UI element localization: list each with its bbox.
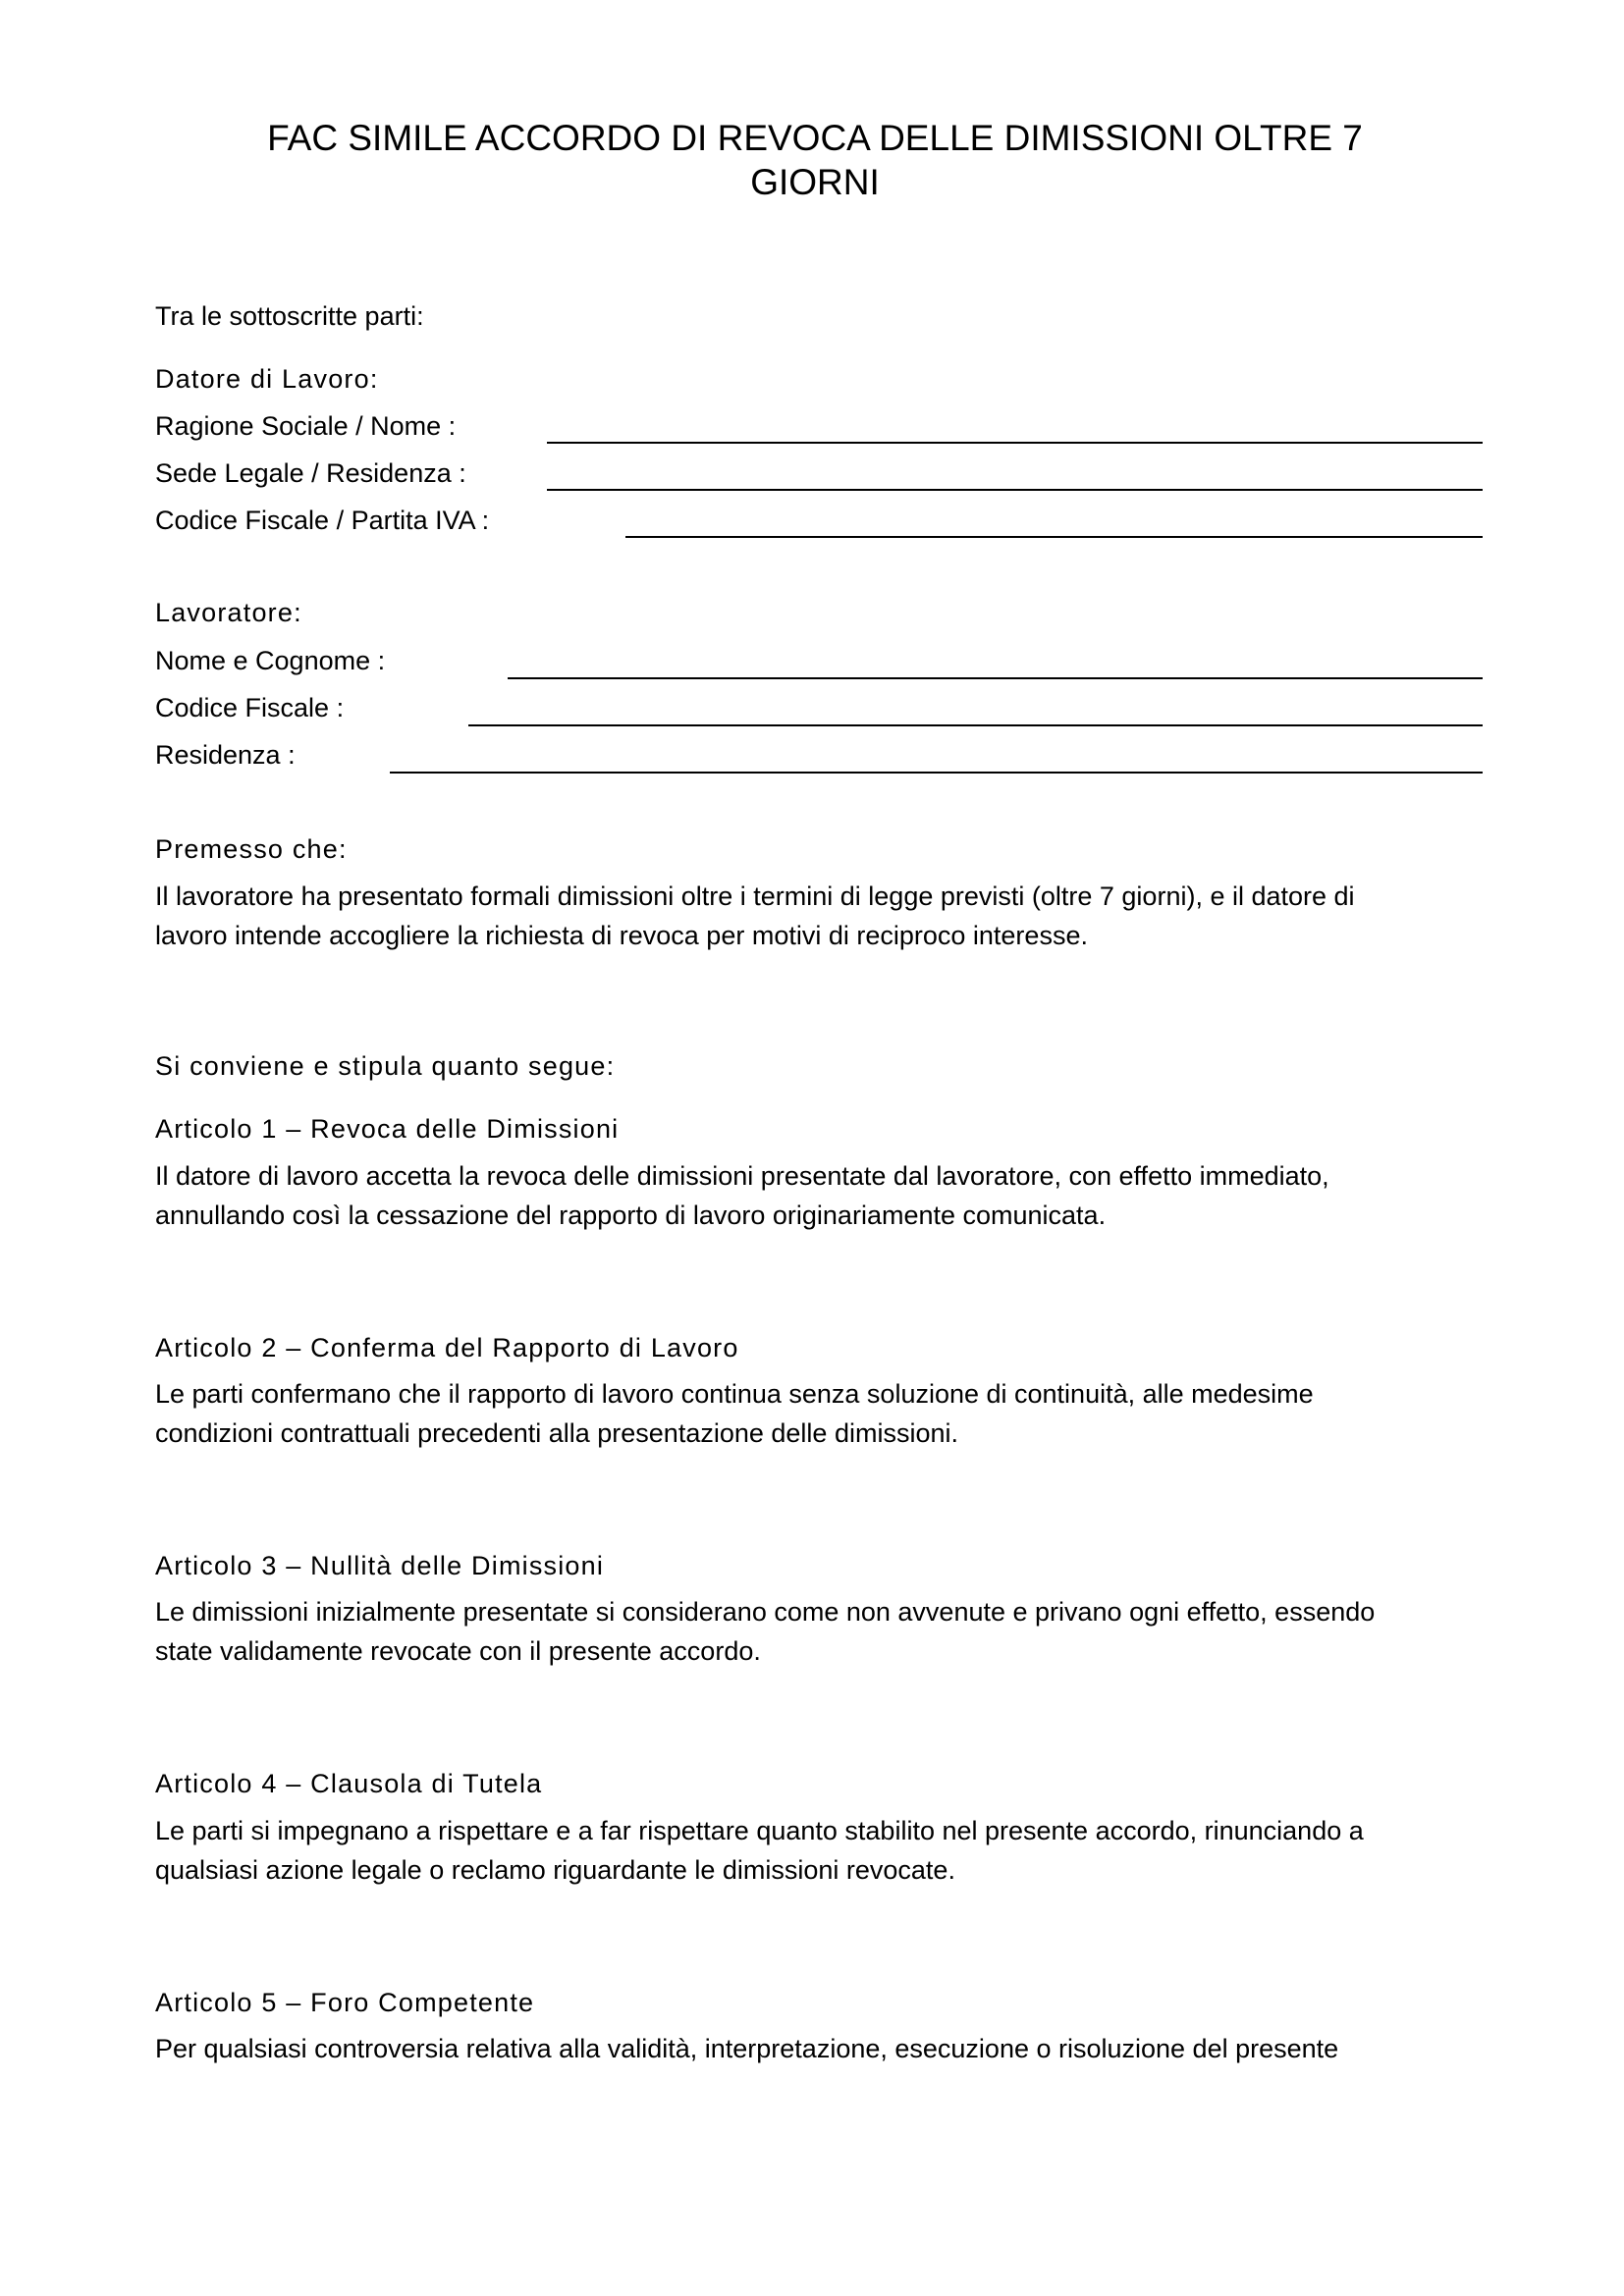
article-2-line-1: Le parti confermano che il rapporto di lavoro continua senza soluzione di continuità, alle medesime [155,1379,1314,1409]
premise-line-1: Il lavoratore ha presentato formali dimissioni oltre i termini di legge previsti (oltre 7 giorni), e il datore di [155,881,1355,911]
document-title-line-1: FAC SIMILE ACCORDO DI REVOCA DELLE DIMISSIONI OLTRE 7 [267,118,1363,158]
worker-taxcode-field[interactable] [468,724,1483,726]
worker-residence-label: Residenza : [155,740,296,770]
article-5-line-1: Per qualsiasi controversia relativa alla validità, interpretazione, esecuzione o risoluzione del presente [155,2034,1339,2063]
worker-heading: Lavoratore: [155,598,302,627]
document-title [157,116,1473,204]
employer-name-label: Ragione Sociale / Nome : [155,411,457,441]
employer-name-field[interactable] [547,442,1483,444]
article-1-line-1: Il datore di lavoro accetta la revoca delle dimissioni presentate dal lavoratore, con effetto immediato, [155,1161,1329,1191]
worker-taxcode-label: Codice Fiscale : [155,693,345,722]
employer-taxcode-label: Codice Fiscale / Partita IVA : [155,506,490,535]
premise-line-2: lavoro intende accogliere la richiesta di revoca per motivi di reciproco interesse. [155,921,1088,950]
employer-taxcode-field[interactable] [625,536,1483,538]
document-title-line-2: GIORNI [750,162,880,202]
article-5-heading: Articolo 5 – Foro Competente [155,1988,535,2017]
article-3-text [155,1592,1490,1671]
agreement-intro: Si conviene e stipula quanto segue: [155,1051,616,1081]
employer-address-field[interactable] [547,489,1483,491]
article-1-heading: Articolo 1 – Revoca delle Dimissioni [155,1114,620,1144]
intro-text: Tra le sottoscritte parti: [155,301,424,331]
article-4-line-1: Le parti si impegnano a rispettare e a far rispettare quanto stabilito nel presente accordo, rinunciando a [155,1816,1364,1845]
article-3-line-2: state validamente revocate con il presente accordo. [155,1636,761,1666]
worker-name-field[interactable] [508,677,1483,679]
article-2-text [155,1374,1490,1453]
premise-heading: Premesso che: [155,834,348,864]
article-3-heading: Articolo 3 – Nullità delle Dimissioni [155,1551,605,1580]
worker-residence-field[interactable] [390,772,1483,774]
article-2-line-2: condizioni contrattuali precedenti alla presentazione delle dimissioni. [155,1418,958,1448]
article-4-heading: Articolo 4 – Clausola di Tutela [155,1769,543,1798]
worker-name-label: Nome e Cognome : [155,646,386,675]
article-1-text [155,1156,1490,1235]
article-2-heading: Articolo 2 – Conferma del Rapporto di Lavoro [155,1333,739,1362]
article-1-line-2: annullando così la cessazione del rapporto di lavoro originariamente comunicata. [155,1201,1107,1230]
article-4-line-2: qualsiasi azione legale o reclamo riguardante le dimissioni revocate. [155,1855,955,1885]
employer-address-label: Sede Legale / Residenza : [155,458,466,488]
premise-text [155,877,1490,955]
article-3-line-1: Le dimissioni inizialmente presentate si considerano come non avvenute e privano ogni effetto, essendo [155,1597,1376,1627]
article-5-text [155,2029,1490,2068]
article-4-text [155,1811,1490,1890]
employer-heading: Datore di Lavoro: [155,364,379,394]
